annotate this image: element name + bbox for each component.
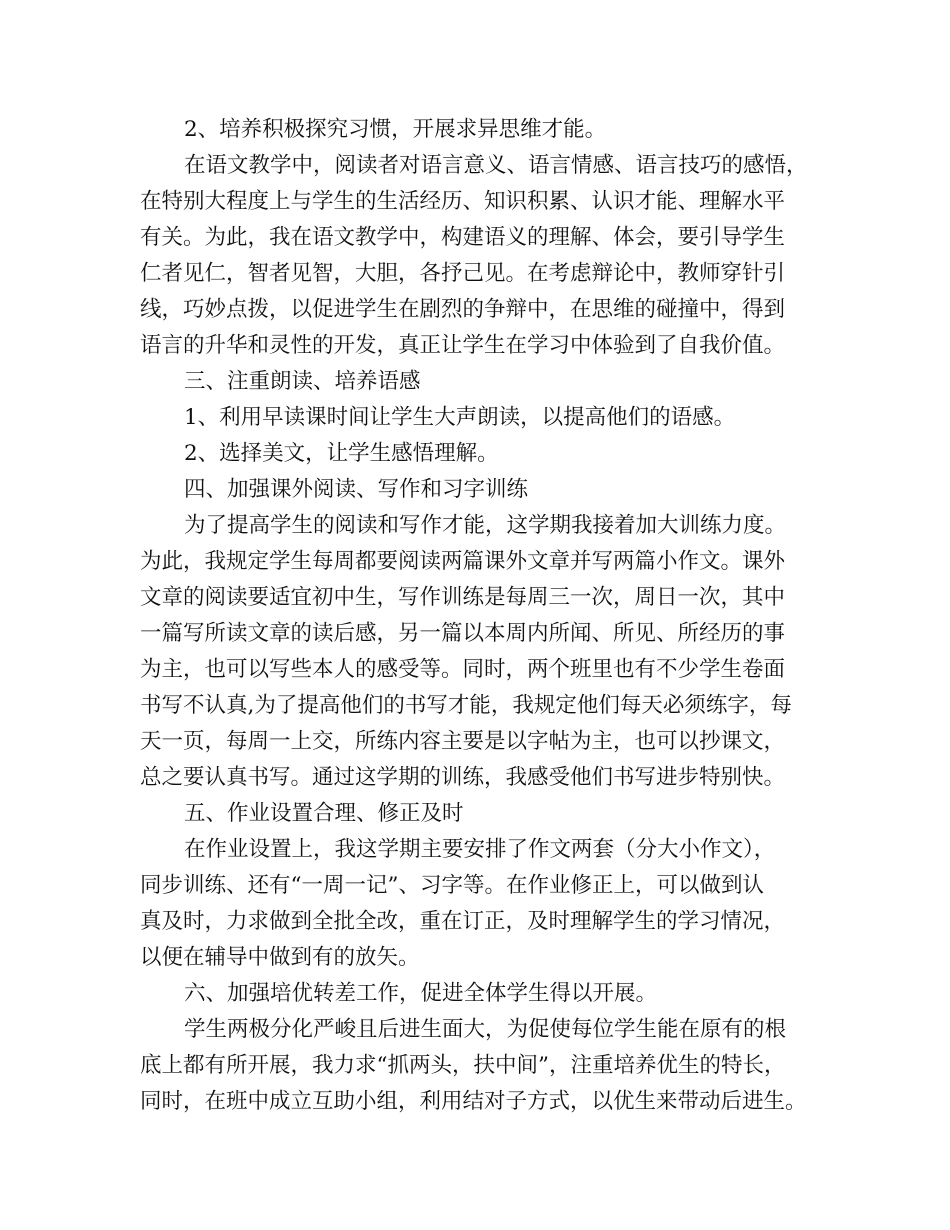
paragraph-line: 为了提高学生的阅读和写作才能，这学期我接着加大训练力度。 [184,513,787,538]
paragraph-line: 总之要认真书写。通过这学期的训练，我感受他们书写进步特别快。 [140,765,786,790]
paragraph-line: 仁者见仁，智者见智，大胆，各抒己见。在考虑辩论中，教师穿针引 [140,261,786,286]
subheading-2-inquiry-habits: 2、培养积极探究习惯，开展求异思维才能。 [184,117,607,142]
paragraph-line: 以便在辅导中做到有的放矢。 [140,945,420,970]
section-heading-3: 三、注重朗读、培养语感 [184,369,421,394]
list-item: 1、利用早读课时间让学生大声朗读，以提高他们的语感。 [184,405,736,430]
paragraph-line: 有关。为此，我在语文教学中，构建语义的理解、体会，要引导学生 [140,225,786,250]
section-heading-4: 四、加强课外阅读、写作和习字训练 [184,477,529,502]
paragraph-line: 真及时，力求做到全批全改，重在订正，及时理解学生的学习情况， [140,909,786,934]
paragraph-line: 文章的阅读要适宜初中生，写作训练是每周三一次，周日一次，其中 [140,585,786,610]
paragraph-line: 学生两极分化严峻且后进生面大，为促使每位学生能在原有的根 [184,1017,787,1042]
section-heading-5: 五、作业设置合理、修正及时 [184,801,464,826]
paragraph-line: 书写不认真,为了提高他们的书写才能，我规定他们每天必须练字，每 [140,693,792,718]
paragraph-line: 底上都有所开展，我力求“抓两头，扶中间”，注重培养优生的特长， [140,1053,786,1078]
paragraph-line: 语言的升华和灵性的开发，真正让学生在学习中体验到了自我价值。 [140,333,786,358]
paragraph-line: 在语文教学中，阅读者对语言意义、语言情感、语言技巧的感悟， [184,153,808,178]
paragraph-line: 在特别大程度上与学生的生活经历、知识积累、认识才能、理解水平 [140,189,786,214]
paragraph-line: 一篇写所读文章的读后感，另一篇以本周内所闻、所见、所经历的事 [140,621,786,646]
paragraph-line: 在作业设置上，我这学期主要安排了作文两套（分大小作文）， [184,837,776,862]
list-item: 2、选择美文，让学生感悟理解。 [184,441,499,466]
paragraph-line: 天一页，每周一上交，所练内容主要是以字帖为主，也可以抄课文， [140,729,786,754]
section-heading-6: 六、加强培优转差工作，促进全体学生得以开展。 [184,981,658,1006]
paragraph-line: 线，巧妙点拨，以促进学生在剧烈的争辩中，在思维的碰撞中，得到 [140,297,786,322]
paragraph-line: 为此，我规定学生每周都要阅读两篇课外文章并写两篇小作文。课外 [140,549,786,574]
paragraph-line: 为主，也可以写些本人的感受等。同时，两个班里也有不少学生卷面 [140,657,786,682]
paragraph-line: 同步训练、还有“一周一记”、习字等。在作业修正上，可以做到认 [140,873,764,898]
paragraph-line: 同时，在班中成立互助小组，利用结对子方式，以优生来带动后进生。 [140,1089,807,1114]
